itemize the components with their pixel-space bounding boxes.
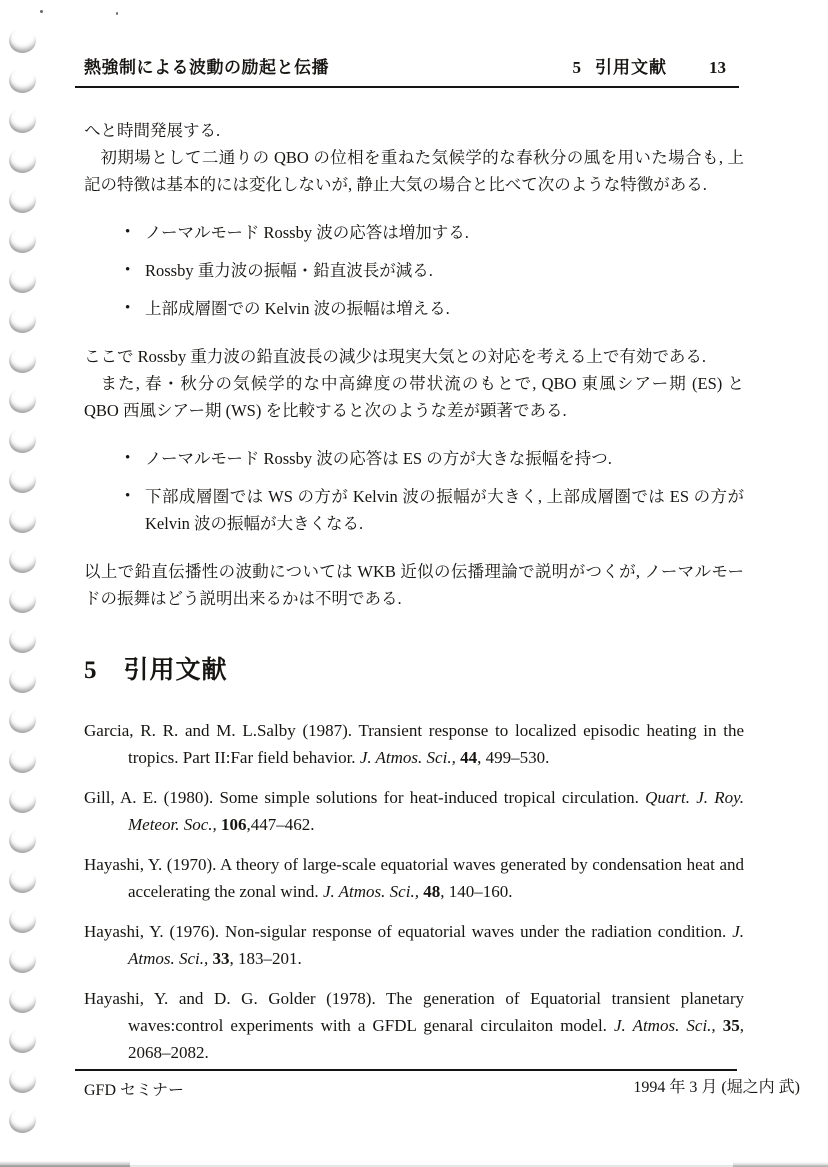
reference-authors-title: Hayashi, Y. and D. G. Golder (1978). The generation of Equatorial transient planetary waves:control experiments with a GFDL genaral circulaiton model.	[84, 989, 744, 1035]
binding-hole	[9, 828, 36, 853]
page-number: 13	[709, 58, 726, 77]
bullet-icon: •	[125, 488, 131, 504]
reference-authors-title: Gill, A. E. (1980). Some simple solutions for heat-induced tropical circulation.	[84, 788, 646, 807]
bullet-icon: •	[125, 300, 131, 316]
binding-hole	[9, 668, 36, 693]
binding-hole	[9, 868, 36, 893]
list-item	[125, 445, 744, 472]
reference-journal: J. Atmos. Sci.,	[322, 882, 424, 901]
binding-hole	[9, 948, 36, 973]
section-heading-number: 5	[84, 657, 97, 684]
paragraph-intro: へと時間発展する.	[84, 121, 221, 140]
binding-hole	[9, 628, 36, 653]
paragraph-wkb-conclusion: 以上で鉛直伝播性の波動については WKB 近似の伝播理論で説明がつくが, ノーマルモードの振舞はどう説明出来るかは不明である.	[84, 562, 744, 608]
reference-volume: 35	[722, 1016, 740, 1035]
reference-volume: 48	[423, 882, 441, 901]
binding-hole	[9, 748, 36, 773]
list-item-text: ノーマルモード Rossby 波の応答は増加する.	[145, 223, 469, 242]
scan-speck	[40, 10, 43, 13]
reference-pages: , 2068–2082.	[128, 1016, 744, 1062]
binding-hole	[9, 788, 36, 813]
reference-authors-title: Hayashi, Y. (1970). A theory of large-scale equatorial waves generated by condensation heat and accelerating the zonal wind.	[84, 855, 744, 901]
binding-hole	[9, 908, 36, 933]
binding-hole	[9, 468, 36, 493]
reference-list	[84, 717, 744, 1066]
paragraph-vertical-wavelength: ここで Rossby 重力波の鉛直波長の減少は現実大気との対応を考える上で有効である.	[84, 347, 706, 366]
body-text	[84, 117, 744, 612]
binding-hole	[9, 348, 36, 373]
binding-hole	[9, 28, 36, 53]
reference-journal: J. Atmos. Sci.,	[614, 1016, 723, 1035]
running-title: 熱強制による波動の励起と伝播	[84, 58, 329, 77]
list-item	[125, 219, 744, 246]
bullet-icon: •	[125, 262, 131, 278]
running-section-number: 5	[572, 58, 581, 77]
reference-entry	[84, 918, 744, 972]
feature-list-climatological	[84, 219, 744, 322]
section-heading	[84, 656, 744, 685]
bullet-icon: •	[125, 224, 131, 240]
reference-journal: J. Atmos. Sci.,	[359, 748, 461, 767]
bullet-icon: •	[125, 450, 131, 466]
binding-hole	[9, 508, 36, 533]
reference-journal: Quart. J. Roy. Meteor. Soc.,	[128, 788, 745, 834]
binding-hole	[9, 68, 36, 93]
reference-pages: ,447–462.	[246, 815, 315, 834]
reference-pages: , 499–530.	[477, 748, 550, 767]
binding-holes	[0, 0, 50, 1167]
reference-volume: 33	[212, 949, 230, 968]
list-item	[125, 295, 744, 322]
paragraph-initial-field: 初期場として二通りの QBO の位相を重ねた気候学的な春秋分の風を用いた場合も, 上記の特徴は基本的には変化しないが, 静止大気の場合と比べて次のような特徴がある.	[84, 148, 744, 194]
list-item	[125, 257, 744, 284]
binding-hole	[9, 268, 36, 293]
binding-hole	[9, 148, 36, 173]
reference-entry	[84, 784, 744, 838]
binding-hole	[9, 428, 36, 453]
section-heading-title: 引用文献	[123, 656, 228, 684]
running-header	[84, 57, 744, 79]
list-item	[125, 483, 744, 537]
running-header-right	[573, 57, 745, 79]
binding-hole	[9, 108, 36, 133]
footer-date-author: 1994 年 3 月 (堀之内 武)	[633, 1079, 800, 1096]
binding-hole	[9, 188, 36, 213]
reference-entry	[84, 717, 744, 771]
binding-hole	[9, 308, 36, 333]
paragraph-qbo-comparison: また, 春・秋分の気候学的な中高緯度の帯状流のもとで, QBO 東風シアー期 (ES) と QBO 西風シアー期 (WS) を比較すると次のような差が顕著である.	[84, 374, 744, 420]
list-item-text: 下部成層圏では WS の方が Kelvin 波の振幅が大きく, 上部成層圏では ES の方が Kelvin 波の振幅が大きくなる.	[145, 487, 744, 533]
header-rule	[75, 86, 739, 88]
binding-hole	[9, 1108, 36, 1133]
binding-hole	[9, 708, 36, 733]
list-item-text: ノーマルモード Rossby 波の応答は ES の方が大きな振幅を持つ.	[145, 449, 612, 468]
reference-volume: 106	[221, 815, 247, 834]
running-section-name: 引用文献	[595, 58, 667, 77]
reference-entry	[84, 851, 744, 905]
feature-list-es-ws	[84, 445, 744, 537]
reference-authors-title: Hayashi, Y. (1976). Non-sigular response of equatorial waves under the radiation condition.	[84, 922, 733, 941]
content-column	[84, 0, 744, 1079]
binding-hole	[9, 1028, 36, 1053]
footer-rule	[75, 1069, 737, 1071]
binding-hole	[9, 548, 36, 573]
scan-edge-shadow-right	[733, 1162, 828, 1167]
reference-journal: J. Atmos. Sci.,	[128, 922, 744, 968]
reference-volume: 44	[460, 748, 478, 767]
list-item-text: Rossby 重力波の振幅・鉛直波長が減る.	[145, 261, 433, 280]
binding-hole	[9, 588, 36, 613]
reference-pages: , 183–201.	[229, 949, 302, 968]
footer-seminar-label: GFD セミナー	[84, 1082, 185, 1099]
reference-authors-title: Garcia, R. R. and M. L.Salby (1987). Transient response to localized episodic heating in the tropics. Part II:Far field behavior.	[84, 721, 744, 767]
reference-pages: , 140–160.	[440, 882, 513, 901]
binding-hole	[9, 228, 36, 253]
reference-entry	[84, 985, 744, 1066]
binding-hole	[9, 988, 36, 1013]
scan-edge-shadow-left	[0, 1161, 130, 1167]
binding-hole	[9, 388, 36, 413]
binding-hole	[9, 1068, 36, 1093]
list-item-text: 上部成層圏での Kelvin 波の振幅は増える.	[145, 299, 450, 318]
